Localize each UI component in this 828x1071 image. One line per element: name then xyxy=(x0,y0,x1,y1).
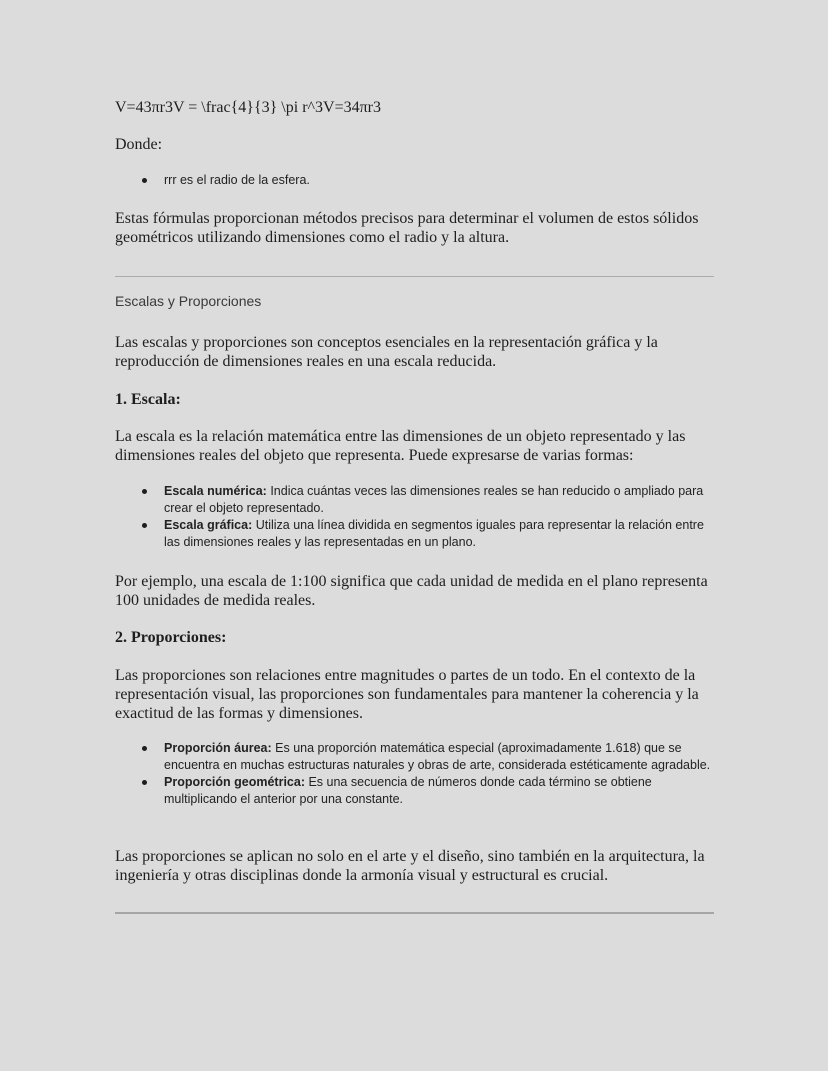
escala-heading: 1. Escala: xyxy=(115,391,181,408)
section-divider xyxy=(115,276,714,277)
section-divider xyxy=(115,912,714,914)
bullet-icon xyxy=(142,780,147,785)
proporciones-conclusion: Las proporciones se aplican no solo en el arte y el diseño, sino también en la arquitectura, la ingeniería y otras disciplinas donde la armonía visual y estructural es crucial. xyxy=(115,848,705,884)
list-item xyxy=(115,483,716,517)
bullet-icon xyxy=(142,746,147,751)
proporciones-description: Las proporciones son relaciones entre magnitudes o partes de un todo. En el contexto de la representación visual, las proporciones son fundamentales para mantener la coherencia y la exactitud de las formas y dimensiones. xyxy=(115,667,699,722)
item-term: Escala gráfica: xyxy=(164,518,253,532)
item-text: Es una proporción matemática especial (aproximadamente 1.618) que se encuentra en muchas estructuras naturales y obras de arte, considerada estéticamente agradable. xyxy=(164,741,711,772)
section-title: Escalas y Proporciones xyxy=(115,293,262,309)
list-item xyxy=(115,774,716,808)
donde-label: Donde: xyxy=(115,136,163,153)
item-term: Escala numérica: xyxy=(164,484,267,498)
escala-description: La escala es la relación matemática entre las dimensiones de un objeto representado y las dimensiones reales del objeto que representa. Puede expresarse de varias formas: xyxy=(115,428,686,464)
proporciones-types-list xyxy=(115,740,716,808)
radius-definition: rrr es el radio de la esfera. xyxy=(164,173,310,187)
bullet-icon xyxy=(142,178,147,183)
list-item xyxy=(115,172,716,189)
intro-paragraph: Las escalas y proporciones son conceptos esenciales en la representación gráfica y la reproducción de dimensiones reales en una escala reducida. xyxy=(115,334,658,370)
escala-types-list xyxy=(115,483,716,551)
bullet-icon xyxy=(142,489,147,494)
sphere-volume-formula: V=43πr3V = \frac{4}{3} \pi r^3V=34πr3 xyxy=(115,99,382,116)
item-text: Es una secuencia de números donde cada término se obtiene multiplicando el anterior por una constante. xyxy=(164,775,652,806)
list-item xyxy=(115,740,716,774)
list-item xyxy=(115,517,716,551)
variable-list xyxy=(115,172,716,189)
item-text: Utiliza una línea dividida en segmentos iguales para representar la relación entre las dimensiones reales y las representadas en un plano. xyxy=(164,518,704,549)
item-text: Indica cuántas veces las dimensiones reales se han reducido o ampliado para crear el objeto representado. xyxy=(164,484,704,515)
item-term: Proporción áurea: xyxy=(164,741,272,755)
escala-example: Por ejemplo, una escala de 1:100 significa que cada unidad de medida en el plano representa 100 unidades de medida reales. xyxy=(115,573,708,609)
volume-conclusion-paragraph: Estas fórmulas proporcionan métodos precisos para determinar el volumen de estos sólidos geométricos utilizando dimensiones como el radio y la altura. xyxy=(115,210,699,246)
bullet-icon xyxy=(142,523,147,528)
proporciones-heading: 2. Proporciones: xyxy=(115,629,227,646)
item-term: Proporción geométrica: xyxy=(164,775,305,789)
